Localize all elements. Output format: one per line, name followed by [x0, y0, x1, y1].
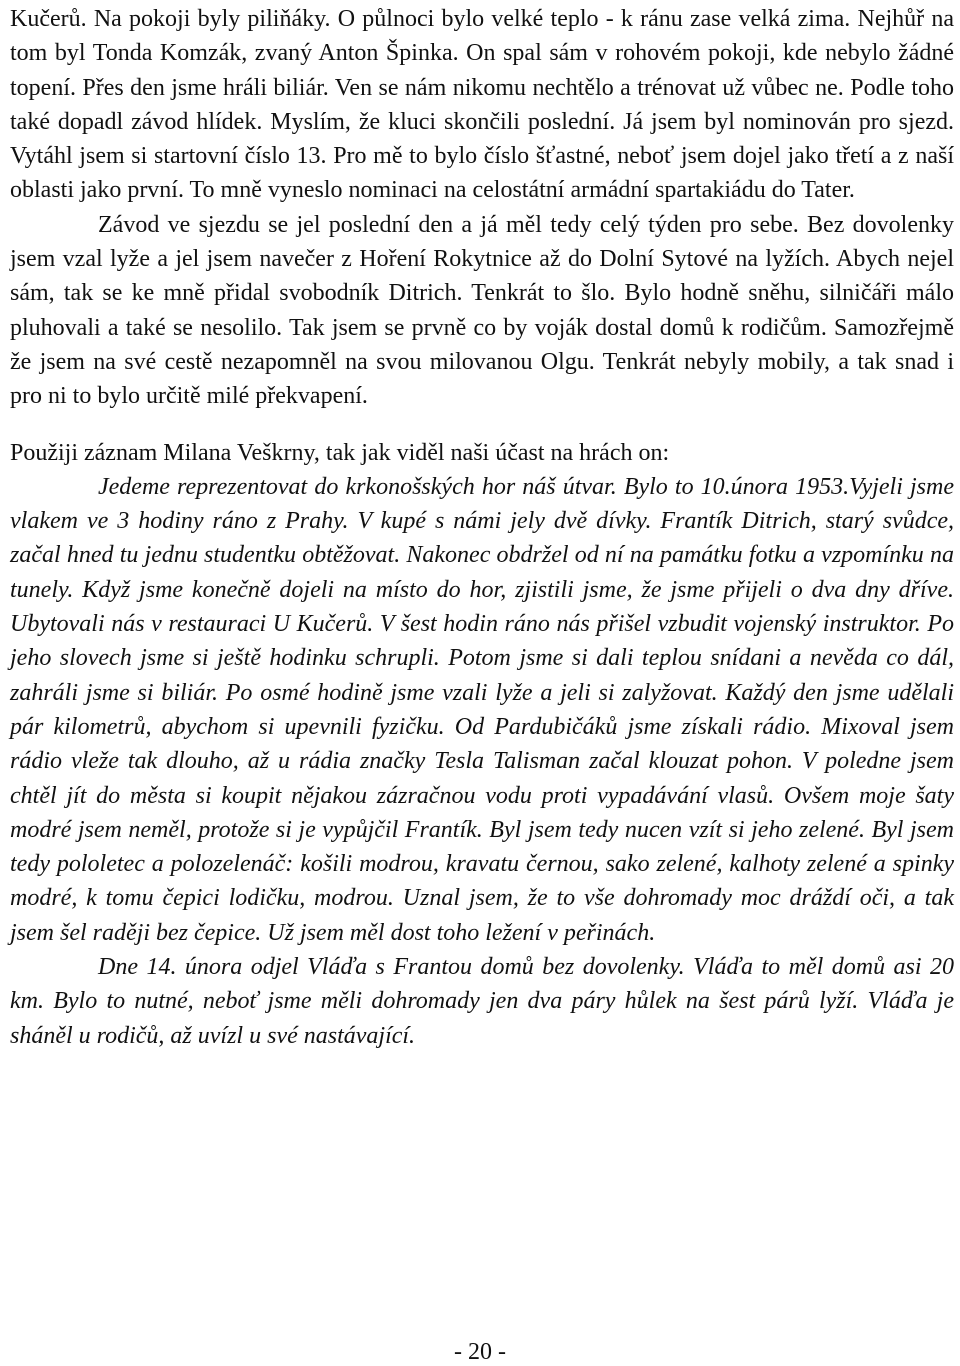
paragraph-gap [10, 414, 954, 436]
paragraph-intro: Použiji záznam Milana Veškrny, tak jak viděl naši účast na hrách on: [10, 439, 670, 466]
paragraph-body-1: Kučerů. Na pokoji byly piliňáky. O půlnoci bylo velké teplo - k ránu zase velká zima. Nejhůř na tom byl Tonda Komzák, zvaný Anton Špinka. On spal sám v rohovém pokoji, kde nebylo žádné topení. Přes den jsme hráli biliár. Ven se nám nikomu nechtělo a trénovat už vůbec ne. Podle toho také dopadl závod hlídek. Myslím, že kluci skončili poslední. Já jsem byl nominován pro sjezd. Vytáhl jsem si startovní číslo 13. Pro mě to bylo číslo šťastné, neboť jsem dojel jako třetí a z naší oblasti jako první. To mně vyneslo nominaci na celostátní armádní spartakiádu do Tater. [10, 6, 954, 204]
document-page [10, 2, 954, 1053]
paragraph-quote-2: Dne 14. února odjel Vláďa s Frantou domů bez dovolenky. Vláďa to měl domů asi 20 km. Bylo to nutné, neboť jsme měli dohromady jen dva páry hůlek na šest párů lyží. Vláďa je sháněl u rodičů, až uvízl u své nastávající. [10, 954, 954, 1049]
page-number: - 20 - [454, 1339, 506, 1365]
paragraph-body-2: Závod ve sjezdu se jel poslední den a já měl tedy celý týden pro sebe. Bez dovolenky jsem vzal lyže a jel jsem navečer z Hoření Rokytnice až do Dolní Sytové na lyžích. Abych nejel sám, tak se ke mně přidal svobodník Ditrich. Tenkrát to šlo. Bylo hodně sněhu, silničáři málo pluhovali a také se nesolilo. Tak jsem se prvně co by voják dostal domů k rodičům. Samozřejmě že jsem na své cestě nezapomněl na svou milovanou Olgu. Tenkrát nebyly mobily, a tak snad i pro ni to bylo určitě milé překvapení. [10, 211, 954, 410]
paragraph-quote-1: Jedeme reprezentovat do krkonošských hor náš útvar. Bylo to 10.února 1953.Vyjeli jsme vlakem ve 3 hodiny ráno z Prahy. V kupé s námi jely dvě dívky. Frantík Ditrich, starý svůdce, začal hned tu jednu studentku obtěžovat. Nakonec obdržel od ní na památku fotku a vzpomínku na tunely. Když jsme konečně dojeli na místo do hor, zjistili jsme, že jsme přijeli o dva dny dříve. Ubytovali nás v restauraci U Kučerů. V šest hodin ráno nás přišel vzbudit vojenský instruktor. Po jeho slovech jsme si ještě hodinku schrupli. Potom jsme si dali teplou snídani a nevěda co dál, zahráli jsme si biliár. Po osmé hodině jsme vzali lyže a jeli si zalyžovat. Každý den jsme udělali pár kilometrů, abychom si upevnili fyzičku. Od Pardubičáků jsme získali rádio. Mixoval jsem rádio vleže tak dlouho, až u rádia značky Tesla Talisman začal klouzat pohon. V poledne jsem chtěl jít do města si koupit nějakou zázračnou vodu proti vypadávání vlasů. Ovšem moje šaty modré jsem neměl, protože si je vypůjčil Frantík. Byl jsem tedy nucen vzít si jeho zelené. Byl jsem tedy pololetec a polozelenáč: košili modrou, kravatu černou, sako zelené, kalhoty zelené a spinky modré, k tomu čepici lodičku, modrou. Uznal jsem, že to vše dohromady moc dráždí oči, a tak jsem šel raději bez čepice. Už jsem měl dost toho ležení v peřinách. [10, 473, 954, 946]
